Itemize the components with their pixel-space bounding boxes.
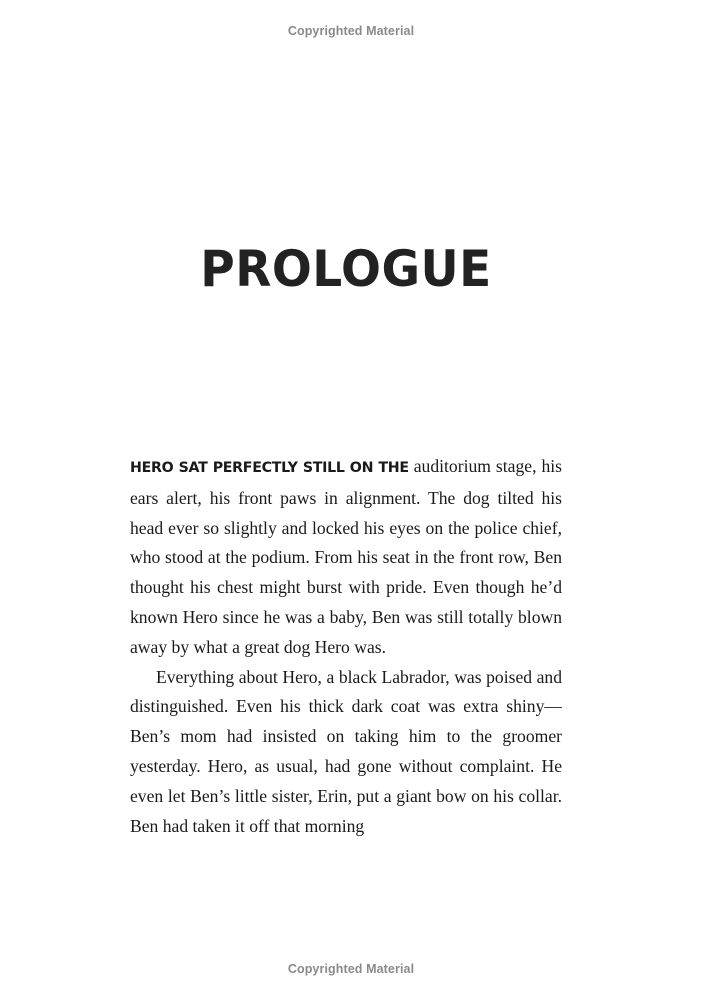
body-text: [130, 452, 562, 841]
paragraph-1-text: auditorium stage, his ears alert, his front paws in alignment. The dog tilted his head ever so slightly and locked his eyes on the police chief, who stood at the podium. From his seat in the front row, Ben thought his chest might burst with pride. Even though he’d known Hero since he was a baby, Ben was still totally blown away by what a great dog Hero was.: [130, 456, 563, 657]
paragraph-2: Everything about Hero, a black Labrador, was poised and distinguished. Even his thick dark coat was extra shiny—Ben’s mom had insisted on taking him to the groomer yesterday. Hero, as usual, had gone without complaint. He even let Ben’s little sister, Erin, put a giant bow on his collar. Ben had taken it off that morning: [130, 666, 562, 836]
chapter-title: PROLOGUE: [200, 240, 492, 298]
lead-in-text: HERO SAT PERFECTLY STILL ON THE: [130, 460, 409, 476]
copyright-watermark-bottom: Copyrighted Material: [287, 962, 415, 976]
paragraph-1: [130, 452, 562, 663]
copyright-watermark-top: Copyrighted Material: [287, 24, 415, 38]
